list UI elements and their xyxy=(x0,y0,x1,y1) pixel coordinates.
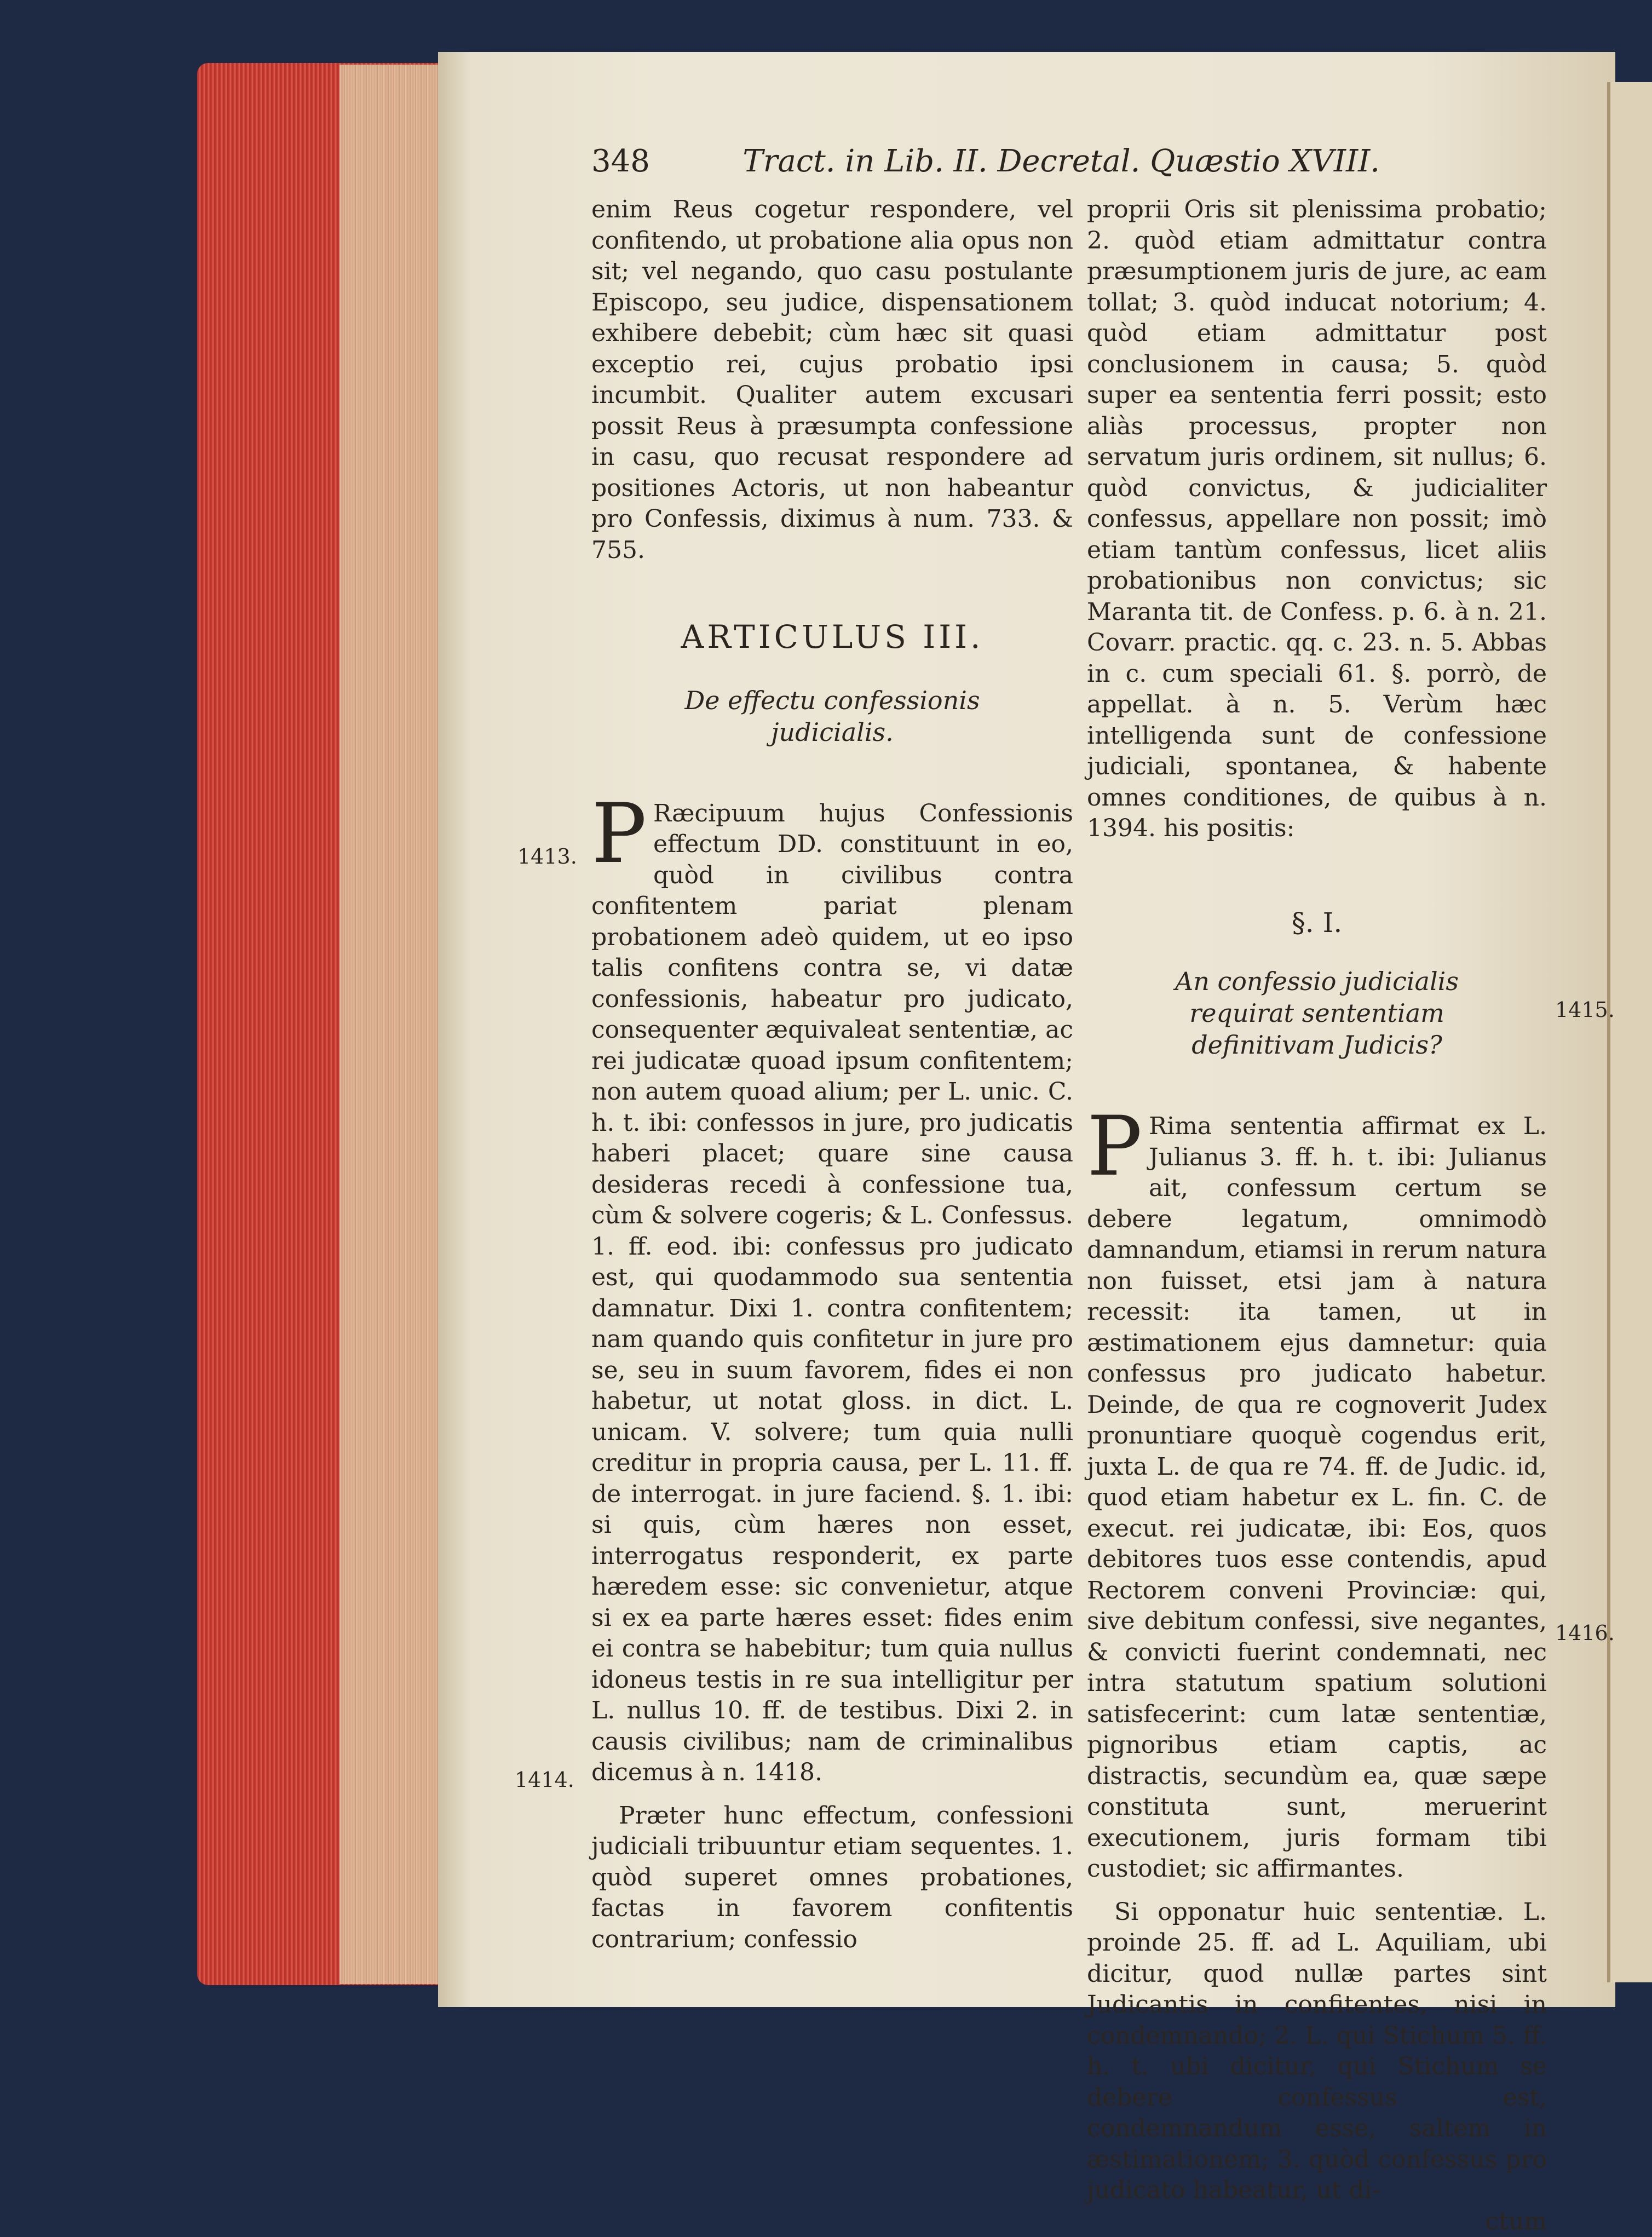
margin-number-1414: 1414. xyxy=(515,1768,574,1792)
section-mark: §. I. xyxy=(1087,907,1547,939)
page-header xyxy=(591,143,1380,198)
running-title: Tract. in Lib. II. Decretal. Quæstio XVIII. xyxy=(742,143,1380,179)
catchword: ctum xyxy=(1087,2206,1547,2237)
article-subtitle: De effectu confessionis judicialis. xyxy=(624,685,1040,748)
paragraph-1413-text: Ræcipuum hujus Confessionis effectum DD. constituunt in eo, quòd in civilibus contra confitentem pariat plenam probationem adeò quidem, ut eo ipso talis confitens contra se, vi datæ confessionis, habeatur pro judicato, consequenter æquivaleat sententiæ, ac rei judicatæ quoad ipsum confitentem; non autem quoad alium; per L. unic. C. h. t. ibi: confessos in jure, pro judicatis haberi placet; quare sine causa desideras recedi à confessione tua, cùm & solvere cogeris; & L. Confessus. 1. ff. eod. ibi: confessus pro judicato est, qui quodammodo sua sententia damnatur. Dixi 1. contra confitentem; nam quando quis confitetur in jure pro se, seu in suum favorem, fides ei non habetur, ut notat gloss. in dict. L. unicam. V. solvere; tum quia nulli creditur in propria causa, per L. 11. ff. de interrogat. in jure faciend. §. 1. ibi: si quis, cùm hæres non esset, interrogatus responderit, ex parte hæredem esse: sic convenietur, atque si ex ea parte hæres esset: fides enim ei contra se habebitur; tum quia nullus idoneus testis in re sua intelligitur per L. nullus 10. ff. de testibus. Dixi 2. in causis civilibus; nam de criminalibus dicemus à n. 1418. xyxy=(591,800,1073,1787)
paragraph-1415-text: Rima sententia affirmat ex L. Julianus 3. ff. h. t. ibi: Julianus ait, confessum certum se debere legatum, omnimodò damnandum, etiamsi in rerum natura non fuisset, etsi jam à natura recessit: ita tamen, ut in æstimationem ejus damnetur: quia confessus pro judicato habetur. Deinde, de qua re cognoverit Judex pronuntiare quoquè cogendus erit, juxta L. de qua re 74. ff. de Judic. id, quod etiam habetur ex L. fin. C. de execut. rei judicatæ, ibi: Eos, quos debitores tuos esse contendis, apud Rectorem conveni Provinciæ: qui, sive debitum confessi, sive negantes, & convicti fuerint condemnati, nec intra statutum spatium solutioni satisfecerint: cum latæ sententiæ, pignoribus etiam captis, ac distractis, secundùm ea, quæ sæpe constituta sunt, meruerint executionem, juris formam tibi custodiet; sic affirmantes. xyxy=(1087,1112,1547,1883)
right-continuation-paragraph: proprii Oris sit plenissima probatio; 2. quòd etiam admittatur contra præsumptionem juris de jure, ac eam tollat; 3. quòd inducat notorium; 4. quòd etiam admittatur post conclusionem in causa; 5. quòd super ea sententia ferri possit; esto aliàs processus, propter non servatum juris ordinem, sit nullus; 6. quòd convictus, & judicialiter confessus, appellare non possit; imò etiam tantùm confessus, licet aliis probationibus non convictus; sic Maranta tit. de Confess. p. 6. à n. 21. Covarr. practic. qq. c. 23. n. 5. Abbas in c. cum speciali 61. §. porrò, de appellat. à n. 5. Verùm hæc intelligenda sunt de confessione judiciali, spontanea, & habente omnes conditiones, de quibus à n. 1394. his positis: xyxy=(1087,194,1547,844)
paragraph-1415 xyxy=(1087,1111,1547,1885)
margin-number-1415: 1415. xyxy=(1555,998,1615,1022)
section-subtitle: An confessio judicialis requirat sententiam definitivam Judicis? xyxy=(1120,965,1514,1061)
margin-number-1416: 1416. xyxy=(1555,1621,1615,1645)
right-column xyxy=(1087,194,1547,2237)
left-continuation-paragraph: enim Reus cogetur respondere, vel confitendo, ut probatione alia opus non sit; vel negando, quo casu postulante Episcopo, seu judice, dispensationem exhibere debebit; cùm hæc sit quasi exceptio rei, cujus probatio ipsi incumbit. Qualiter autem excusari possit Reus à præsumpta confessione in casu, quo recusat respondere ad positiones Actoris, ut non habeantur pro Confessis, diximus à num. 733. & 755. xyxy=(591,194,1073,566)
paragraph-1416: Si opponatur huic sententiæ. L. proinde 25. ff. ad L. Aquiliam, ubi dicitur, quod nullæ partes sint Judicantis in confitentes, nisi in condemnando; 2. L. qui Stichum 5. ff. h. t. ubi dicitur, qui Stichum se debere confessus est, condemnandum esse, saltem in æstimationem; 3. quòd confessus pro judicato habeatur, ut di- xyxy=(1087,1897,1547,2206)
margin-number-1413: 1413. xyxy=(517,844,577,869)
drop-cap: P xyxy=(1087,1114,1142,1179)
paragraph-1413 xyxy=(591,798,1073,1789)
article-title: ARTICULUS III. xyxy=(591,622,1073,653)
page-edges-cream xyxy=(339,65,449,1984)
paragraph-1414: Præter hunc effectum, confessioni judiciali tribuuntur etiam sequentes. 1. quòd superet omnes probationes, factas in favorem confitentis contrarium; confessio xyxy=(591,1801,1073,1956)
drop-cap: P xyxy=(591,802,647,866)
left-column xyxy=(591,194,1073,1955)
page-number: 348 xyxy=(591,143,650,179)
facing-page-edge xyxy=(1607,82,1652,1982)
